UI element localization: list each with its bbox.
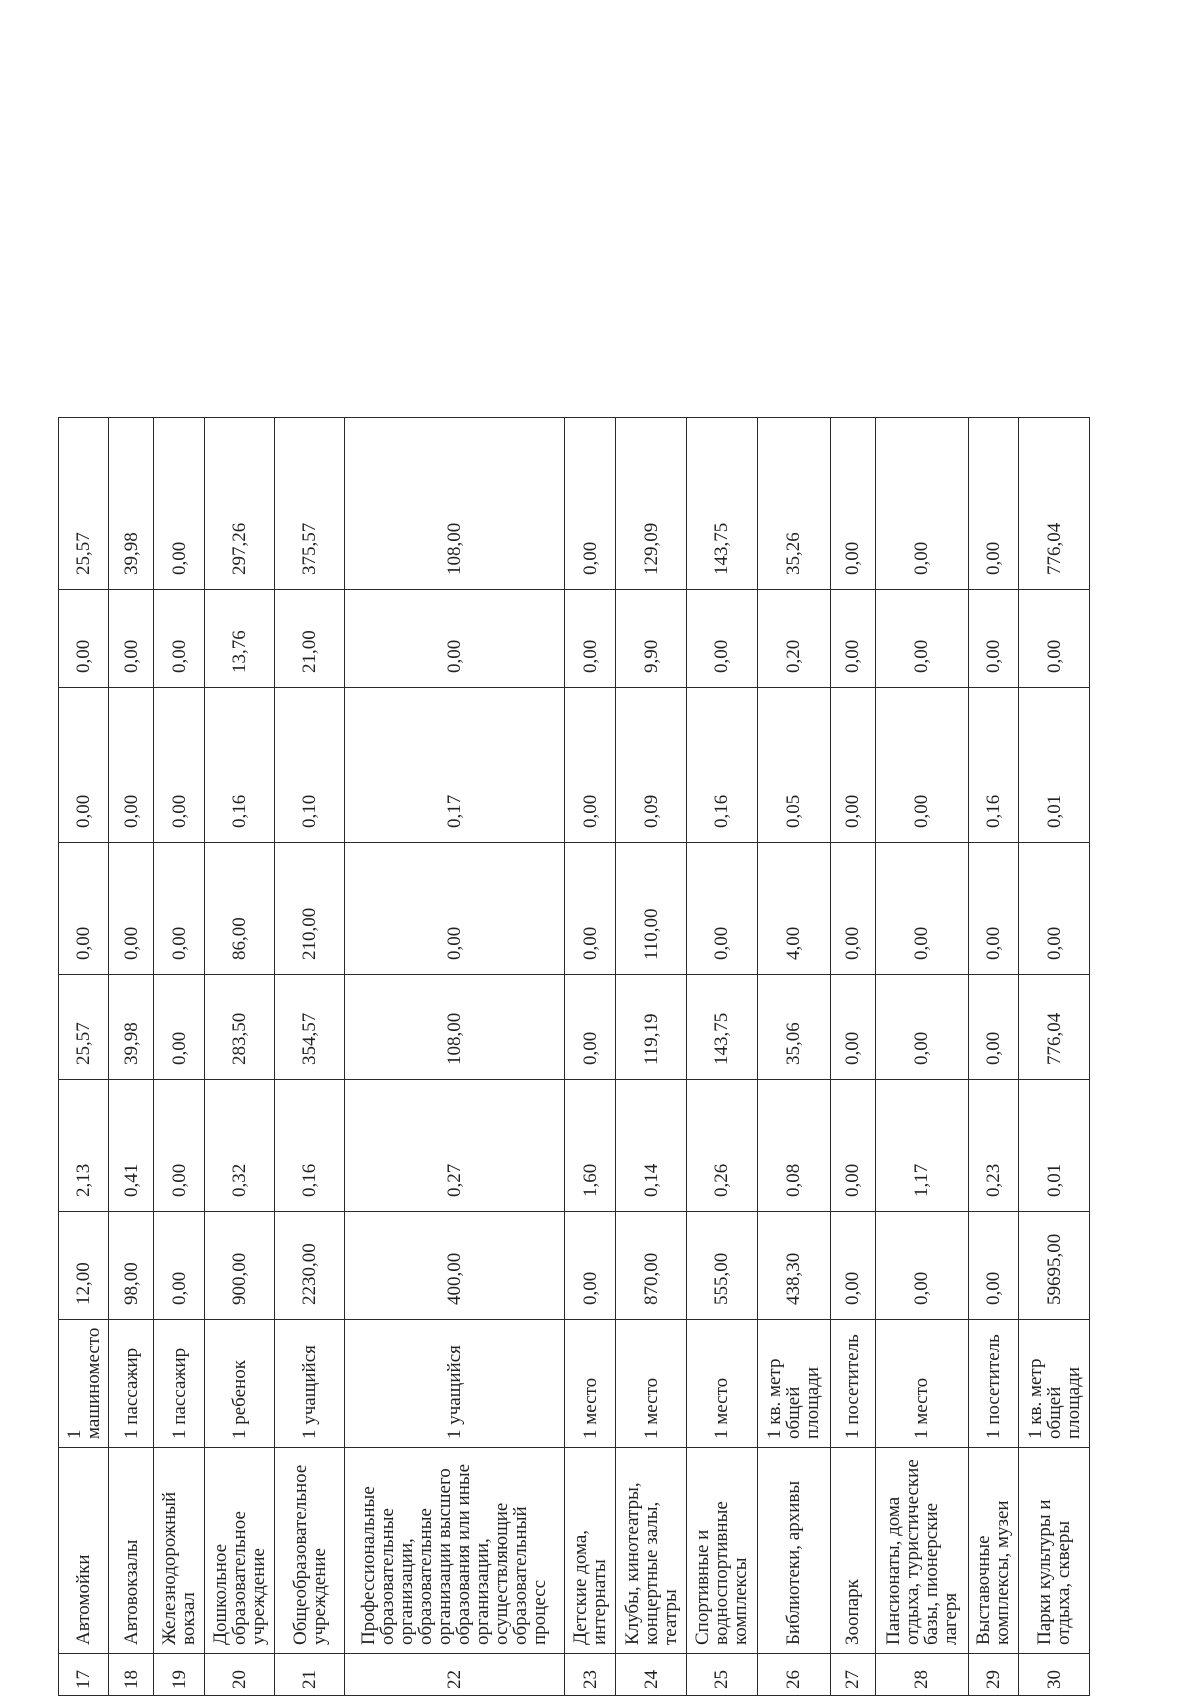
cell-value-2: 0,08: [757, 1080, 830, 1212]
table-row: [757, 418, 830, 1696]
cell-row-number: 22: [345, 1654, 565, 1696]
cell-value-6: 0,00: [154, 590, 204, 688]
cell-value-4: 0,00: [1019, 843, 1090, 975]
cell-value-5: 0,16: [686, 688, 757, 843]
table-row: [109, 418, 154, 1696]
cell-unit: 1 место: [875, 1320, 968, 1448]
cell-value-1: 12,00: [59, 1212, 109, 1320]
cell-value-3: 0,00: [564, 975, 615, 1080]
cell-value-4: 4,00: [757, 843, 830, 975]
cell-value-4: 86,00: [204, 843, 275, 975]
cell-row-number: 21: [275, 1654, 345, 1696]
cell-value-2: 0,26: [686, 1080, 757, 1212]
cell-unit: 1 пассажир: [154, 1320, 204, 1448]
cell-value-1: 0,00: [154, 1212, 204, 1320]
cell-value-2: 0,01: [1019, 1080, 1090, 1212]
cell-value-4: 210,00: [275, 843, 345, 975]
cell-row-number: 29: [968, 1654, 1018, 1696]
cell-row-number: 20: [204, 1654, 275, 1696]
cell-value-3: 108,00: [345, 975, 565, 1080]
cell-unit: 1 машиноместо: [59, 1320, 109, 1448]
cell-value-4: 0,00: [345, 843, 565, 975]
cell-value-5: 0,09: [616, 688, 687, 843]
table-row: [830, 418, 875, 1696]
cell-value-3: 354,57: [275, 975, 345, 1080]
cell-value-4: 0,00: [109, 843, 154, 975]
cell-value-3: 0,00: [875, 975, 968, 1080]
cell-unit: 1 место: [686, 1320, 757, 1448]
cell-value-5: 0,00: [830, 688, 875, 843]
cell-value-7: 143,75: [686, 418, 757, 590]
cell-value-2: 1,17: [875, 1080, 968, 1212]
cell-value-3: 143,75: [686, 975, 757, 1080]
cell-value-4: 110,00: [616, 843, 687, 975]
cell-value-2: 0,32: [204, 1080, 275, 1212]
cell-row-number: 26: [757, 1654, 830, 1696]
cell-value-2: 1,60: [564, 1080, 615, 1212]
cell-value-5: 0,10: [275, 688, 345, 843]
cell-value-5: 0,00: [154, 688, 204, 843]
cell-unit: 1 учащийся: [275, 1320, 345, 1448]
cell-value-6: 9,90: [616, 590, 687, 688]
cell-row-number: 25: [686, 1654, 757, 1696]
cell-value-1: 0,00: [968, 1212, 1018, 1320]
cell-value-3: 39,98: [109, 975, 154, 1080]
cell-value-5: 0,00: [59, 688, 109, 843]
cell-row-number: 17: [59, 1654, 109, 1696]
cell-value-7: 0,00: [875, 418, 968, 590]
cell-name: Автовокзалы: [109, 1448, 154, 1654]
cell-row-number: 23: [564, 1654, 615, 1696]
cell-unit: 1 учащийся: [345, 1320, 565, 1448]
cell-name: Автомойки: [59, 1448, 109, 1654]
cell-name: Общеобразовательное учреждение: [275, 1448, 345, 1654]
cell-value-2: 0,14: [616, 1080, 687, 1212]
cell-value-3: 0,00: [968, 975, 1018, 1080]
cell-name: Библиотеки, архивы: [757, 1448, 830, 1654]
cell-row-number: 18: [109, 1654, 154, 1696]
cell-value-6: 0,20: [757, 590, 830, 688]
cell-value-7: 108,00: [345, 418, 565, 590]
cell-value-3: 119,19: [616, 975, 687, 1080]
cell-value-6: 0,00: [59, 590, 109, 688]
cell-unit: 1 место: [564, 1320, 615, 1448]
cell-value-4: 0,00: [59, 843, 109, 975]
cell-value-7: 375,57: [275, 418, 345, 590]
cell-value-3: 0,00: [154, 975, 204, 1080]
cell-value-4: 0,00: [830, 843, 875, 975]
cell-value-5: 0,05: [757, 688, 830, 843]
cell-value-2: 0,41: [109, 1080, 154, 1212]
cell-value-6: 0,00: [1019, 590, 1090, 688]
cell-value-5: 0,01: [1019, 688, 1090, 843]
cell-value-6: 13,76: [204, 590, 275, 688]
cell-value-6: 0,00: [875, 590, 968, 688]
cell-value-4: 0,00: [154, 843, 204, 975]
cell-value-1: 98,00: [109, 1212, 154, 1320]
cell-value-3: 776,04: [1019, 975, 1090, 1080]
table-row: [1019, 418, 1090, 1696]
cell-value-1: 59695,00: [1019, 1212, 1090, 1320]
cell-value-2: 2,13: [59, 1080, 109, 1212]
cell-value-2: 0,00: [830, 1080, 875, 1212]
table-row: [564, 418, 615, 1696]
cell-value-5: 0,00: [109, 688, 154, 843]
cell-name: Выставочные комплексы, музеи: [968, 1448, 1018, 1654]
cell-name: Дошкольное образовательное учреждение: [204, 1448, 275, 1654]
cell-name: Спортивные и водноспортивные комплексы: [686, 1448, 757, 1654]
cell-value-4: 0,00: [564, 843, 615, 975]
cell-value-6: 0,00: [968, 590, 1018, 688]
cell-row-number: 24: [616, 1654, 687, 1696]
cell-value-6: 0,00: [564, 590, 615, 688]
cell-value-1: 555,00: [686, 1212, 757, 1320]
cell-value-7: 0,00: [154, 418, 204, 590]
cell-row-number: 28: [875, 1654, 968, 1696]
cell-value-3: 283,50: [204, 975, 275, 1080]
data-table: [58, 417, 1090, 1696]
cell-row-number: 30: [1019, 1654, 1090, 1696]
cell-value-1: 2230,00: [275, 1212, 345, 1320]
cell-value-1: 900,00: [204, 1212, 275, 1320]
cell-value-7: 0,00: [564, 418, 615, 590]
cell-value-1: 0,00: [564, 1212, 615, 1320]
table-row: [616, 418, 687, 1696]
table-row: [275, 418, 345, 1696]
cell-name: Детские дома, интернаты: [564, 1448, 615, 1654]
table-row: [154, 418, 204, 1696]
cell-value-1: 0,00: [830, 1212, 875, 1320]
cell-value-7: 776,04: [1019, 418, 1090, 590]
cell-row-number: 19: [154, 1654, 204, 1696]
cell-value-3: 35,06: [757, 975, 830, 1080]
cell-value-7: 297,26: [204, 418, 275, 590]
table-row: [968, 418, 1018, 1696]
cell-value-5: 0,17: [345, 688, 565, 843]
cell-value-6: 0,00: [109, 590, 154, 688]
table-row: [204, 418, 275, 1696]
rotated-page-area: [58, 418, 1090, 1696]
cell-value-6: 0,00: [830, 590, 875, 688]
cell-value-5: 0,00: [564, 688, 615, 843]
rotated-table-wrapper: [58, 418, 1090, 1696]
table-row: [686, 418, 757, 1696]
cell-unit: 1 место: [616, 1320, 687, 1448]
cell-value-1: 438,30: [757, 1212, 830, 1320]
cell-value-1: 870,00: [616, 1212, 687, 1320]
cell-value-4: 0,00: [875, 843, 968, 975]
table-body: [59, 418, 1090, 1696]
cell-value-2: 0,23: [968, 1080, 1018, 1212]
cell-unit: 1 посетитель: [968, 1320, 1018, 1448]
cell-value-6: 0,00: [686, 590, 757, 688]
cell-value-7: 25,57: [59, 418, 109, 590]
cell-unit: 1 кв. метр общей площади: [757, 1320, 830, 1448]
table-row: [345, 418, 565, 1696]
cell-row-number: 27: [830, 1654, 875, 1696]
cell-unit: 1 ребенок: [204, 1320, 275, 1448]
cell-value-2: 0,16: [275, 1080, 345, 1212]
cell-name: Железнодорожный вокзал: [154, 1448, 204, 1654]
cell-value-3: 25,57: [59, 975, 109, 1080]
cell-unit: 1 пассажир: [109, 1320, 154, 1448]
cell-value-5: 0,00: [875, 688, 968, 843]
cell-value-7: 0,00: [830, 418, 875, 590]
table-row: [875, 418, 968, 1696]
table-row: [59, 418, 109, 1696]
cell-name: Парки культуры и отдыха, скверы: [1019, 1448, 1090, 1654]
cell-value-5: 0,16: [968, 688, 1018, 843]
cell-value-1: 0,00: [875, 1212, 968, 1320]
cell-unit: 1 кв. метр общей площади: [1019, 1320, 1090, 1448]
cell-value-2: 0,27: [345, 1080, 565, 1212]
cell-name: Зоопарк: [830, 1448, 875, 1654]
cell-value-7: 0,00: [968, 418, 1018, 590]
cell-value-7: 35,26: [757, 418, 830, 590]
cell-value-3: 0,00: [830, 975, 875, 1080]
cell-unit: 1 посетитель: [830, 1320, 875, 1448]
cell-name: Профессиональные образовательные организации, образовательные организации высшего образования или иные организации, осуществляющие образовательный процесс: [345, 1448, 565, 1654]
cell-value-4: 0,00: [968, 843, 1018, 975]
cell-value-6: 0,00: [345, 590, 565, 688]
cell-value-5: 0,16: [204, 688, 275, 843]
cell-value-7: 129,09: [616, 418, 687, 590]
cell-value-6: 21,00: [275, 590, 345, 688]
cell-value-4: 0,00: [686, 843, 757, 975]
cell-value-1: 400,00: [345, 1212, 565, 1320]
cell-name: Клубы, кинотеатры, концертные залы, театры: [616, 1448, 687, 1654]
cell-name: Пансионаты, дома отдыха, туристические базы, пионерские лагеря: [875, 1448, 968, 1654]
cell-value-2: 0,00: [154, 1080, 204, 1212]
cell-value-7: 39,98: [109, 418, 154, 590]
